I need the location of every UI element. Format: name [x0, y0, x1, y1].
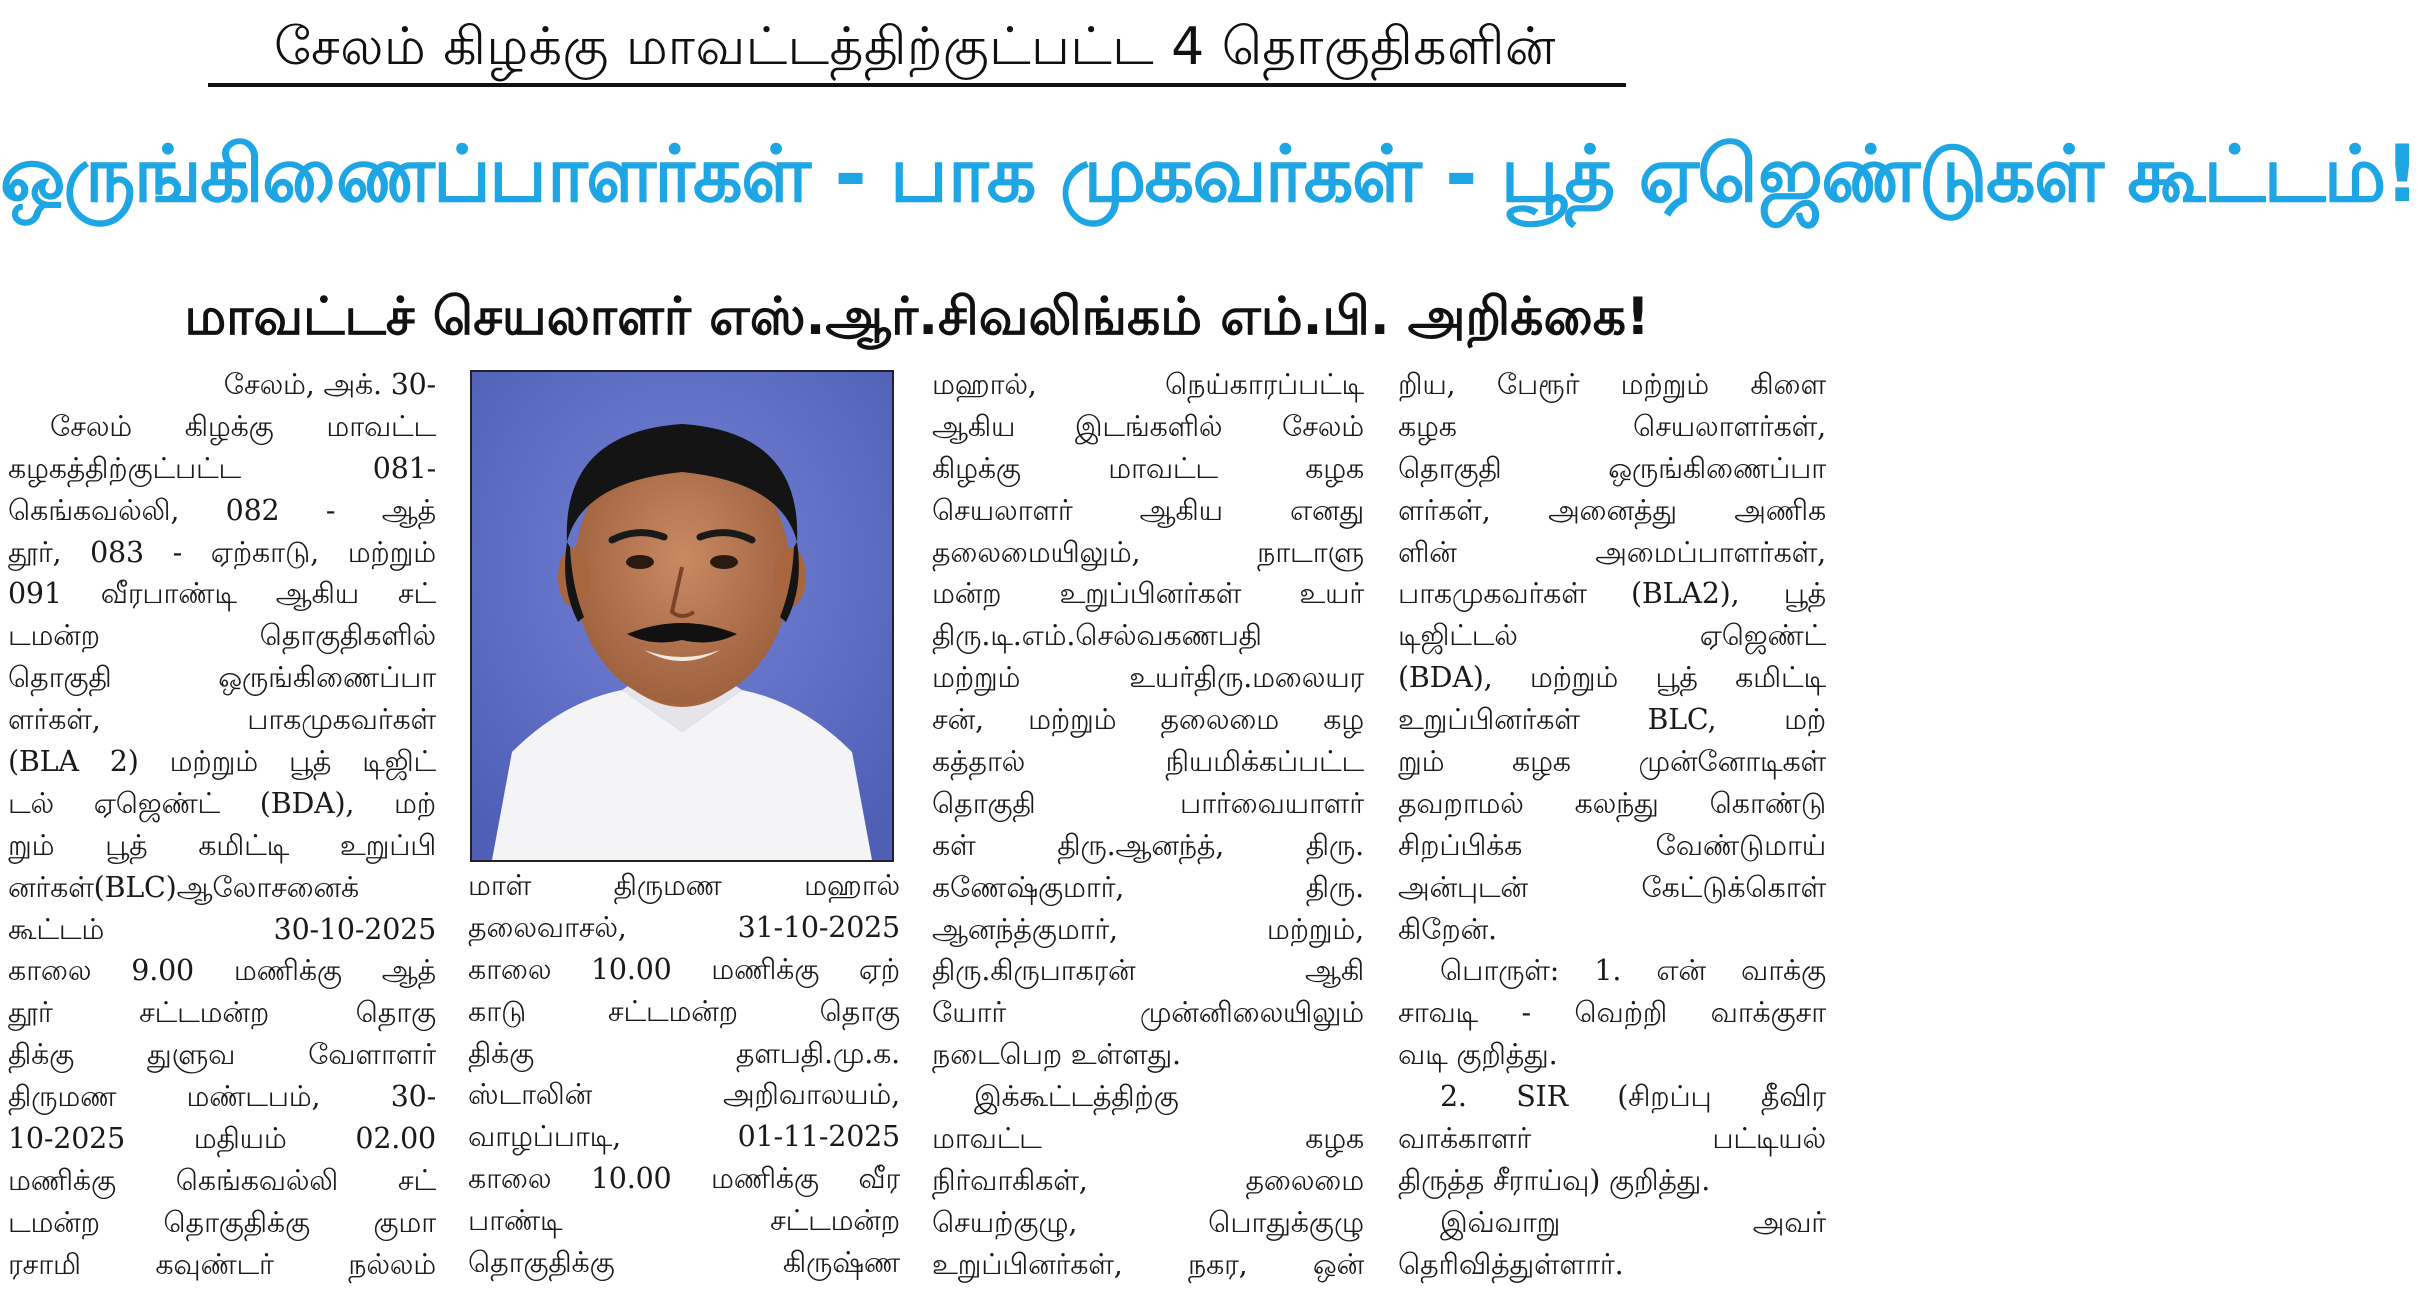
column-line: கூட்டம் 30-10-2025 [8, 912, 436, 946]
column-line: டல் ஏஜெண்ட் (BDA), மற் [8, 786, 436, 820]
column-line: திருமண மண்டபம், 30- [8, 1080, 436, 1114]
column-line: டமன்ற தொகுதிகளில் [8, 619, 436, 653]
portrait-photo [470, 370, 894, 862]
column-line: 2. SIR (சிறப்பு தீவிர [1440, 1080, 1826, 1114]
column-line: தொகுதி ஒருங்கிணைப்பா [1398, 451, 1826, 485]
column-line: கத்தால் நியமிக்கப்பட்ட [932, 745, 1364, 779]
column-line: திரு.டி.எம்.செல்வகணபதி [932, 619, 1262, 653]
column-line: தொகுதிக்கு கிருஷ்ண [468, 1246, 900, 1280]
column-line: சிறப்பிக்க வேண்டுமாய் [1398, 828, 1826, 862]
column-line: பொருள்: 1. என் வாக்கு [1440, 954, 1826, 988]
column-line: காடு சட்டமன்ற தொகு [468, 994, 900, 1028]
kicker-underline [208, 83, 1626, 87]
column-line: கெங்கவல்லி, 082 - ஆத் [8, 493, 436, 527]
column-line: றும் கழக முன்னோடிகள் [1398, 745, 1826, 779]
column-line: ஆனந்த்குமார், மற்றும், [932, 912, 1364, 946]
column-line: தவறாமல் கலந்து கொண்டு [1398, 786, 1826, 820]
column-line: டிஜிட்டல் ஏஜெண்ட் [1398, 619, 1826, 653]
column-line: தொகுதி பார்வையாளர் [932, 786, 1364, 820]
column-line: ரசாமி கவுண்டர் நல்லம் [8, 1247, 436, 1281]
column-line: தெரிவித்துள்ளார். [1398, 1247, 1624, 1281]
column-line: றிய, பேரூர் மற்றும் கிளை [1398, 368, 1826, 401]
column-line: அன்புடன் கேட்டுக்கொள் [1398, 870, 1826, 904]
column-line: கழகத்திற்குட்பட்ட 081- [8, 451, 436, 485]
column-line: கள் திரு.ஆனந்த், திரு. [932, 828, 1364, 862]
column-line: தொகுதி ஒருங்கிணைப்பா [8, 661, 436, 695]
column-line: திருத்த சீராய்வு) குறித்து. [1398, 1163, 1711, 1197]
column-line: இக்கூட்டத்திற்கு [974, 1080, 1179, 1114]
column-line: வாழப்பாடி, 01-11-2025 [468, 1120, 900, 1154]
column-line: வாக்காளர் பட்டியல் [1398, 1122, 1826, 1156]
column-line: கிறேன். [1398, 912, 1497, 946]
column-line: கழக செயலாளர்கள், [1398, 409, 1826, 443]
column-line: செயற்குழு, பொதுக்குழு [932, 1205, 1364, 1239]
column-line: கணேஷ்குமார், திரு. [932, 870, 1364, 904]
column-line: திக்கு தளபதி.மு.க. [468, 1036, 900, 1070]
column-line: ஸ்டாலின் அறிவாலயம், [468, 1078, 900, 1112]
column-line: மாவட்ட கழக [932, 1122, 1364, 1156]
column-line: றும் பூத் கமிட்டி உறுப்பி [8, 828, 436, 862]
column-line: சாவடி - வெற்றி வாக்குசா [1398, 996, 1826, 1030]
column-line: மற்றும் உயர்திரு.மலையர [932, 661, 1364, 695]
column-line: உறுப்பினர்கள் BLC, மற் [1398, 703, 1826, 737]
column-line: மணிக்கு கெங்கவல்லி சட் [8, 1163, 436, 1197]
column-line: மாள் திருமண மஹால் [468, 869, 900, 902]
column-line: (BDA), மற்றும் பூத் கமிட்டி [1398, 661, 1826, 695]
column-line: நிர்வாகிகள், தலைமை [932, 1163, 1364, 1197]
column-line: னர்கள்(BLC)ஆலோசனைக் [8, 870, 360, 904]
column-line: உறுப்பினர்கள், நகர, ஒன் [932, 1247, 1364, 1281]
column-line: யோர் முன்னிலையிலும் [932, 996, 1364, 1030]
dateline: சேலம், அக். 30- [223, 368, 436, 401]
column-line: ளர்கள், பாகமுகவர்கள் [8, 703, 436, 737]
column-line: (BLA 2) மற்றும் பூத் டிஜிட் [8, 745, 436, 779]
column-line: காலை 9.00 மணிக்கு ஆத் [8, 954, 436, 988]
column-line: செயலாளர் ஆகிய எனது [932, 493, 1364, 527]
column-line: திரு.கிருபாகரன் ஆகி [932, 954, 1364, 988]
column-line: தலைவாசல், 31-10-2025 [468, 910, 900, 944]
column-line: 091 வீரபாண்டி ஆகிய சட் [8, 577, 436, 611]
text-column-2 [468, 865, 900, 1284]
column-line: தூர், 083 - ஏற்காடு, மற்றும் [8, 535, 436, 569]
column-line: ளின் அமைப்பாளர்கள், [1398, 535, 1826, 569]
column-line: பாகமுகவர்கள் (BLA2), பூத் [1398, 577, 1826, 611]
column-line: கிழக்கு மாவட்ட கழக [932, 451, 1364, 485]
headline: ஒருங்கிணைப்பாளர்கள் - பாக முகவர்கள் - பூத் ஏஜெண்டுகள் கூட்டம்! [0, 130, 2418, 220]
column-line: காலை 10.00 மணிக்கு வீர [468, 1162, 900, 1196]
column-line: 10-2025 மதியம் 02.00 [8, 1122, 436, 1156]
column-line: மன்ற உறுப்பினர்கள் உயர் [932, 577, 1364, 611]
column-line: தலைமையிலும், நாடாளு [932, 535, 1364, 569]
column-line: மஹால், நெய்காரப்பட்டி [932, 368, 1364, 401]
text-column-4 [1398, 364, 1826, 1286]
column-line: திக்கு துளுவ வேளாளர் [8, 1038, 436, 1072]
kicker: சேலம் கிழக்கு மாவட்டத்திற்குட்பட்ட 4 தொகுதிகளின் [274, 17, 1556, 77]
text-column-1 [8, 364, 436, 1286]
column-line: டமன்ற தொகுதிக்கு குமா [8, 1205, 436, 1239]
text-column-3 [932, 364, 1364, 1286]
column-line: தூர் சட்டமன்ற தொகு [8, 996, 436, 1030]
column-line: காலை 10.00 மணிக்கு ஏற் [468, 952, 900, 986]
column-line: நடைபெற உள்ளது. [932, 1038, 1181, 1072]
column-line: சேலம் கிழக்கு மாவட்ட [50, 409, 436, 443]
column-line: ஆகிய இடங்களில் சேலம் [932, 409, 1364, 443]
column-line: இவ்வாறு அவர் [1440, 1205, 1826, 1239]
column-line: பாண்டி சட்டமன்ற [468, 1204, 900, 1238]
column-line: சன், மற்றும் தலைமை கழ [932, 703, 1364, 737]
column-line: ளர்கள், அனைத்து அணிக [1398, 493, 1826, 527]
column-line: வடி குறித்து. [1398, 1038, 1558, 1072]
subhead: மாவட்டச் செயலாளர் எஸ்.ஆர்.சிவலிங்கம் எம்.பி. அறிக்கை! [184, 287, 1650, 347]
